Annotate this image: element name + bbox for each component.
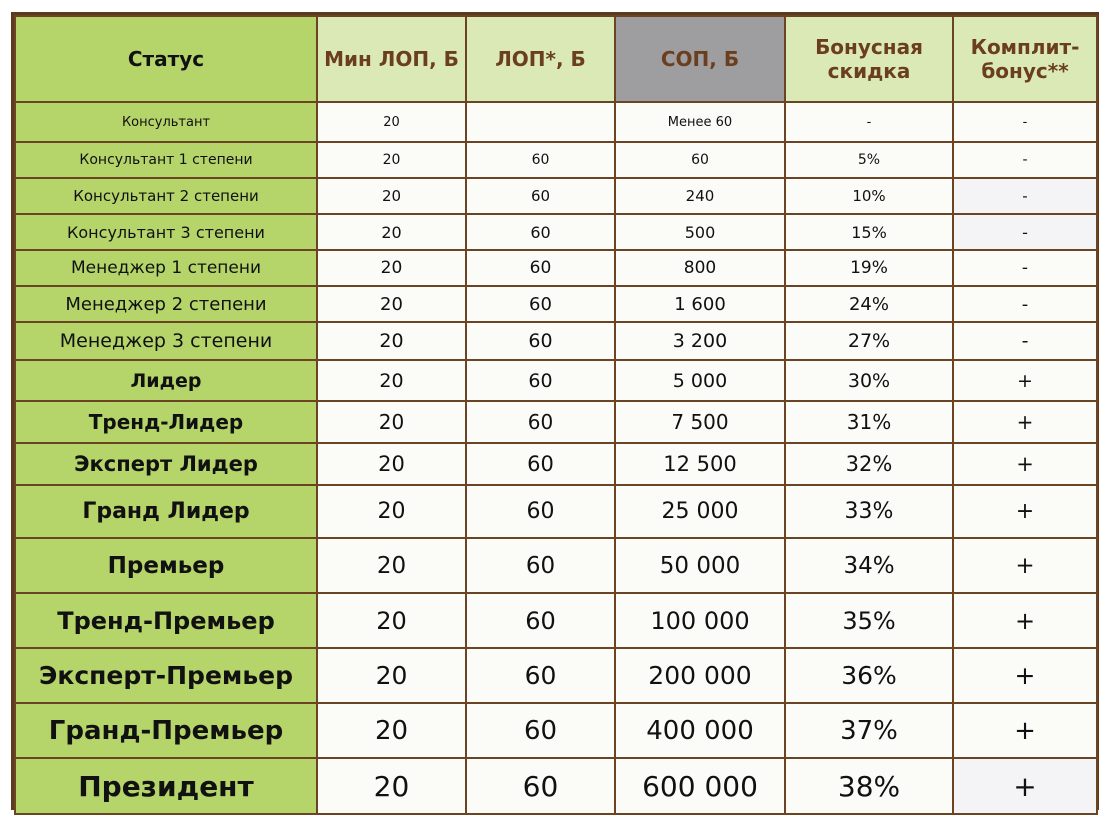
header-sop: СОП, Б bbox=[615, 16, 785, 102]
status-table bbox=[14, 15, 1098, 815]
cell-bonus-discount: 31% bbox=[785, 401, 953, 443]
cell-sop: 100 000 bbox=[615, 593, 785, 648]
cell-min-lop: 20 bbox=[317, 758, 466, 814]
cell-bonus-discount: 33% bbox=[785, 485, 953, 538]
table-row bbox=[15, 443, 1097, 485]
table-row bbox=[15, 648, 1097, 703]
cell-status: Консультант bbox=[15, 102, 317, 142]
cell-lop: 60 bbox=[466, 443, 615, 485]
cell-sop: 1 600 bbox=[615, 286, 785, 322]
cell-complete-bonus: + bbox=[953, 593, 1097, 648]
cell-status: Тренд-Лидер bbox=[15, 401, 317, 443]
cell-status: Президент bbox=[15, 758, 317, 814]
cell-min-lop: 20 bbox=[317, 443, 466, 485]
cell-bonus-discount: 15% bbox=[785, 214, 953, 250]
header-complete-bonus: Комплит-бонус** bbox=[953, 16, 1097, 102]
cell-min-lop: 20 bbox=[317, 286, 466, 322]
cell-min-lop: 20 bbox=[317, 250, 466, 286]
cell-min-lop: 20 bbox=[317, 593, 466, 648]
cell-bonus-discount: - bbox=[785, 102, 953, 142]
table-row bbox=[15, 703, 1097, 758]
table-row bbox=[15, 250, 1097, 286]
cell-sop: 800 bbox=[615, 250, 785, 286]
cell-lop: 60 bbox=[466, 322, 615, 360]
cell-lop bbox=[466, 102, 615, 142]
table-row bbox=[15, 485, 1097, 538]
cell-complete-bonus: + bbox=[953, 443, 1097, 485]
header-lop: ЛОП*, Б bbox=[466, 16, 615, 102]
table-row bbox=[15, 360, 1097, 401]
cell-min-lop: 20 bbox=[317, 214, 466, 250]
header-row bbox=[15, 16, 1097, 102]
cell-sop: 60 bbox=[615, 142, 785, 178]
cell-lop: 60 bbox=[466, 538, 615, 593]
cell-complete-bonus: - bbox=[953, 102, 1097, 142]
cell-status: Тренд-Премьер bbox=[15, 593, 317, 648]
cell-status: Эксперт Лидер bbox=[15, 443, 317, 485]
cell-complete-bonus: + bbox=[953, 538, 1097, 593]
cell-complete-bonus: + bbox=[953, 703, 1097, 758]
cell-lop: 60 bbox=[466, 703, 615, 758]
cell-status: Менеджер 3 степени bbox=[15, 322, 317, 360]
cell-min-lop: 20 bbox=[317, 703, 466, 758]
cell-sop: 12 500 bbox=[615, 443, 785, 485]
cell-complete-bonus: + bbox=[953, 758, 1097, 814]
cell-status: Консультант 1 степени bbox=[15, 142, 317, 178]
table-row bbox=[15, 593, 1097, 648]
cell-sop: 400 000 bbox=[615, 703, 785, 758]
cell-complete-bonus: + bbox=[953, 485, 1097, 538]
cell-status: Гранд Лидер bbox=[15, 485, 317, 538]
cell-complete-bonus: - bbox=[953, 178, 1097, 214]
table-row bbox=[15, 178, 1097, 214]
table-row bbox=[15, 538, 1097, 593]
cell-bonus-discount: 37% bbox=[785, 703, 953, 758]
cell-lop: 60 bbox=[466, 648, 615, 703]
cell-lop: 60 bbox=[466, 485, 615, 538]
cell-lop: 60 bbox=[466, 286, 615, 322]
cell-lop: 60 bbox=[466, 758, 615, 814]
cell-status: Эксперт-Премьер bbox=[15, 648, 317, 703]
status-table-frame bbox=[11, 12, 1099, 810]
cell-complete-bonus: - bbox=[953, 286, 1097, 322]
cell-status: Менеджер 1 степени bbox=[15, 250, 317, 286]
cell-status: Лидер bbox=[15, 360, 317, 401]
cell-sop: 240 bbox=[615, 178, 785, 214]
cell-status: Премьер bbox=[15, 538, 317, 593]
cell-sop: 600 000 bbox=[615, 758, 785, 814]
cell-lop: 60 bbox=[466, 360, 615, 401]
table-row bbox=[15, 214, 1097, 250]
cell-sop: 500 bbox=[615, 214, 785, 250]
cell-sop: Менее 60 bbox=[615, 102, 785, 142]
cell-lop: 60 bbox=[466, 214, 615, 250]
header-bonus-discount: Бонусная скидка bbox=[785, 16, 953, 102]
cell-bonus-discount: 10% bbox=[785, 178, 953, 214]
cell-min-lop: 20 bbox=[317, 538, 466, 593]
cell-sop: 5 000 bbox=[615, 360, 785, 401]
cell-complete-bonus: - bbox=[953, 214, 1097, 250]
cell-min-lop: 20 bbox=[317, 401, 466, 443]
cell-complete-bonus: - bbox=[953, 322, 1097, 360]
cell-min-lop: 20 bbox=[317, 178, 466, 214]
table-row bbox=[15, 286, 1097, 322]
cell-status: Консультант 3 степени bbox=[15, 214, 317, 250]
cell-status: Консультант 2 степени bbox=[15, 178, 317, 214]
table-row bbox=[15, 401, 1097, 443]
cell-min-lop: 20 bbox=[317, 142, 466, 178]
cell-bonus-discount: 38% bbox=[785, 758, 953, 814]
cell-sop: 3 200 bbox=[615, 322, 785, 360]
cell-complete-bonus: + bbox=[953, 648, 1097, 703]
cell-lop: 60 bbox=[466, 142, 615, 178]
cell-min-lop: 20 bbox=[317, 322, 466, 360]
cell-min-lop: 20 bbox=[317, 360, 466, 401]
cell-lop: 60 bbox=[466, 593, 615, 648]
cell-bonus-discount: 32% bbox=[785, 443, 953, 485]
cell-min-lop: 20 bbox=[317, 102, 466, 142]
table-row bbox=[15, 758, 1097, 814]
table-row bbox=[15, 322, 1097, 360]
cell-bonus-discount: 5% bbox=[785, 142, 953, 178]
cell-bonus-discount: 19% bbox=[785, 250, 953, 286]
cell-complete-bonus: + bbox=[953, 401, 1097, 443]
cell-bonus-discount: 30% bbox=[785, 360, 953, 401]
cell-status: Менеджер 2 степени bbox=[15, 286, 317, 322]
table-row bbox=[15, 102, 1097, 142]
cell-sop: 7 500 bbox=[615, 401, 785, 443]
cell-min-lop: 20 bbox=[317, 648, 466, 703]
header-status: Статус bbox=[15, 16, 317, 102]
cell-bonus-discount: 24% bbox=[785, 286, 953, 322]
table-row bbox=[15, 142, 1097, 178]
cell-complete-bonus: - bbox=[953, 250, 1097, 286]
cell-lop: 60 bbox=[466, 401, 615, 443]
header-min-lop: Мин ЛОП, Б bbox=[317, 16, 466, 102]
cell-min-lop: 20 bbox=[317, 485, 466, 538]
cell-sop: 200 000 bbox=[615, 648, 785, 703]
cell-sop: 50 000 bbox=[615, 538, 785, 593]
cell-lop: 60 bbox=[466, 250, 615, 286]
cell-bonus-discount: 27% bbox=[785, 322, 953, 360]
cell-status: Гранд-Премьер bbox=[15, 703, 317, 758]
cell-complete-bonus: - bbox=[953, 142, 1097, 178]
cell-bonus-discount: 36% bbox=[785, 648, 953, 703]
cell-complete-bonus: + bbox=[953, 360, 1097, 401]
cell-bonus-discount: 34% bbox=[785, 538, 953, 593]
cell-bonus-discount: 35% bbox=[785, 593, 953, 648]
cell-lop: 60 bbox=[466, 178, 615, 214]
cell-sop: 25 000 bbox=[615, 485, 785, 538]
